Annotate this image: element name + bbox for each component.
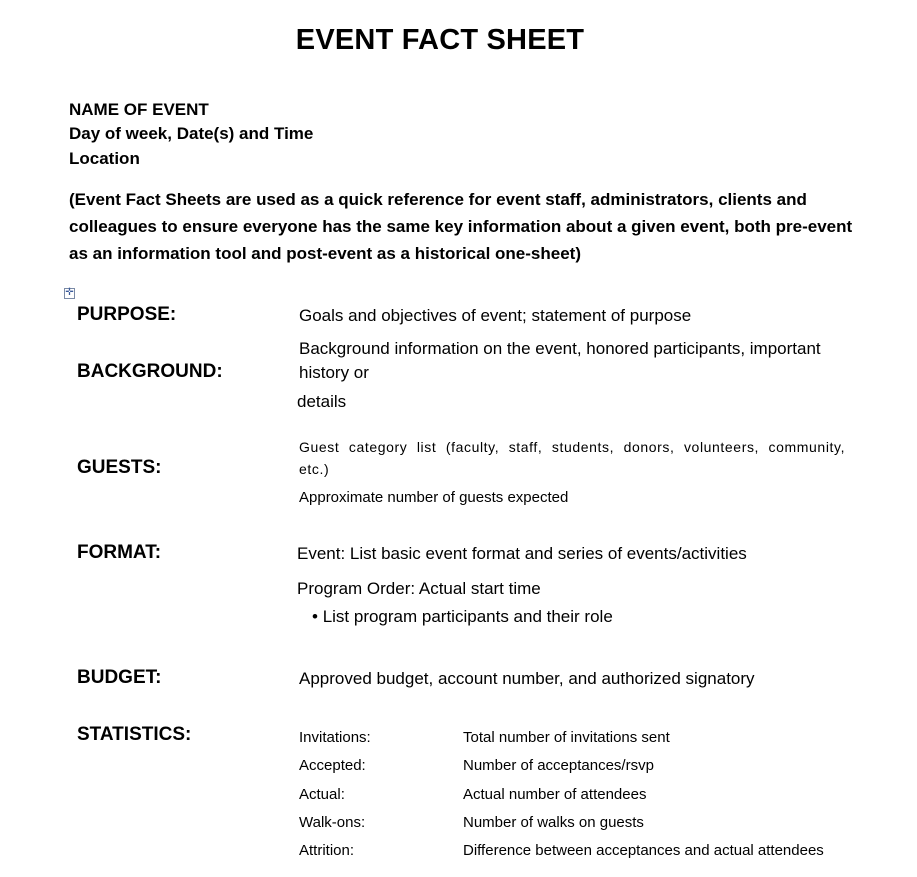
location-line: Location xyxy=(69,149,140,168)
date-time-line: Day of week, Date(s) and Time xyxy=(69,124,314,143)
stat-value: Number of walks on guests xyxy=(463,814,644,831)
format-label: FORMAT: xyxy=(77,542,162,563)
document-title: EVENT FACT SHEET xyxy=(295,24,585,56)
format-event-text: Event: List basic event format and series of events/activities xyxy=(297,544,747,563)
stat-key: Attrition: xyxy=(299,842,355,859)
stat-key: Accepted: xyxy=(299,757,366,774)
stat-key: Invitations: xyxy=(299,729,371,746)
event-name-line: NAME OF EVENT xyxy=(69,100,209,119)
budget-text: Approved budget, account number, and authorized signatory xyxy=(299,669,755,688)
stat-key: Actual: xyxy=(299,786,345,803)
purpose-label: PURPOSE: xyxy=(77,304,177,325)
stat-value: Number of acceptances/rsvp xyxy=(463,757,654,774)
stat-value: Difference between acceptances and actual attendees xyxy=(463,842,824,859)
budget-label: BUDGET: xyxy=(77,667,162,688)
format-bullet-text: List program participants and their role xyxy=(322,607,613,626)
stat-value: Total number of invitations sent xyxy=(463,729,670,746)
format-bullet-item xyxy=(312,607,613,627)
background-text-line3: details xyxy=(297,392,347,411)
stat-key: Walk-ons: xyxy=(299,814,366,831)
intro-paragraph: (Event Fact Sheets are used as a quick reference for event staff, administrators, clients and colleagues to ensure everyone has the same key information about a given event, both pre-event as an information tool and post-event as a historical one-sheet) xyxy=(69,190,853,263)
purpose-text: Goals and objectives of event; statement of purpose xyxy=(299,306,692,325)
guests-count-text: Approximate number of guests expected xyxy=(299,489,569,506)
move-handle-icon[interactable]: ✛ xyxy=(65,287,74,298)
guests-category-line2: etc.) xyxy=(299,461,330,477)
background-label: BACKGROUND: xyxy=(77,361,223,382)
background-text-line1: Background information on the event, honored participants, important xyxy=(299,339,821,358)
guests-label: GUESTS: xyxy=(77,457,162,478)
background-text-line2: history or xyxy=(299,363,369,382)
format-program-text: Program Order: Actual start time xyxy=(297,579,541,598)
bullet-icon: • xyxy=(312,607,318,626)
stat-value: Actual number of attendees xyxy=(463,786,647,803)
guests-category-line1: Guest category list (faculty, staff, students, donors, volunteers, community, xyxy=(299,439,846,455)
statistics-label: STATISTICS: xyxy=(77,724,192,745)
